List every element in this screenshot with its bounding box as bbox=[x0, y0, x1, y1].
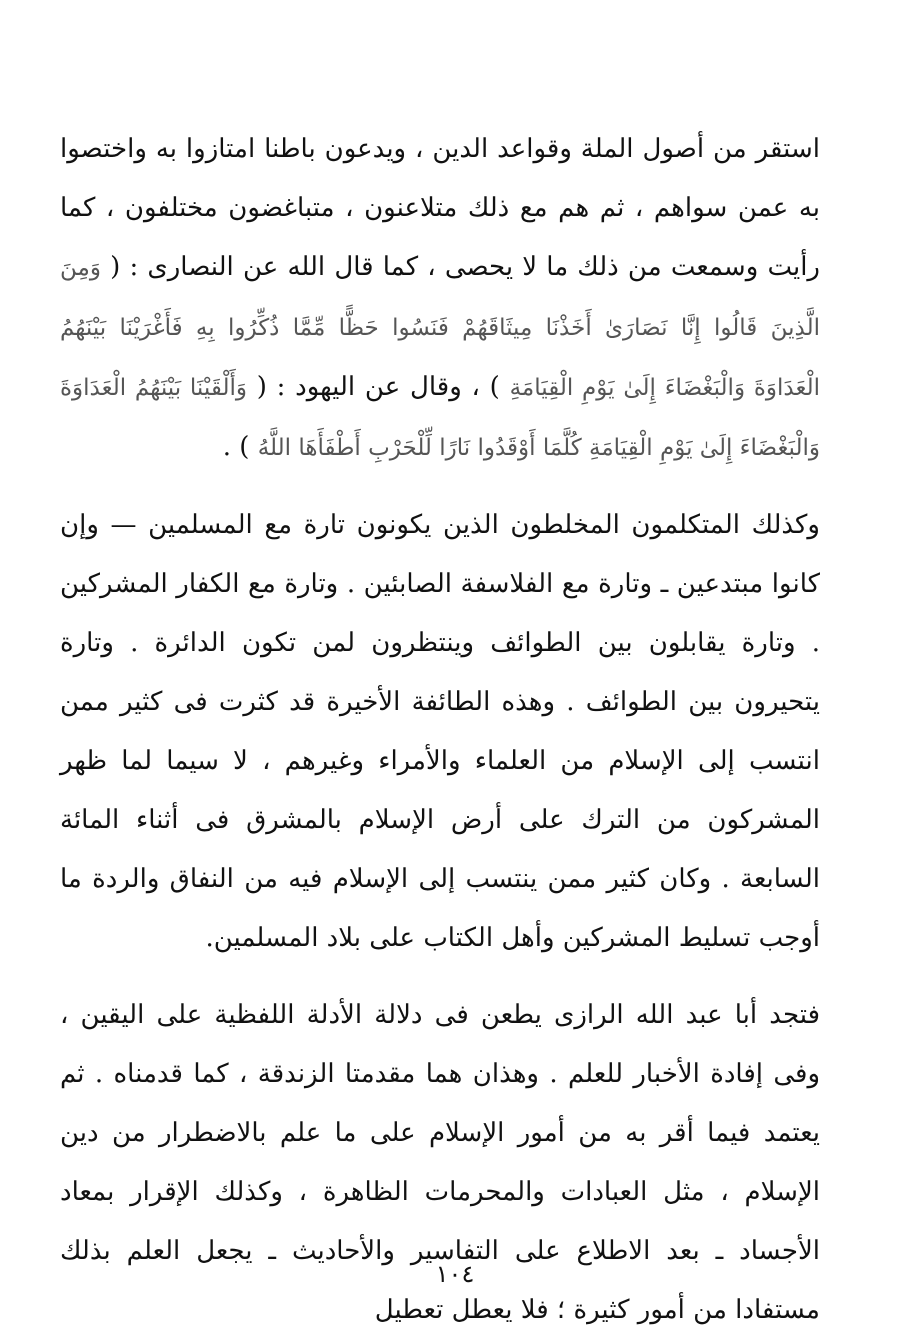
page-number: ١٠٤ bbox=[435, 1260, 475, 1288]
paragraph-2: وكذلك المتكلمون المخلطون الذين يكونون تارة مع المسلمين — وإن كانوا مبتدعين ـ وتارة مع الفلاسفة الصابئين . وتارة مع الكفار المشركين . وتارة يقابلون بين الطوائف وينتظرون لمن تكون الدائرة . وتارة يتحيرون بين الطوائف . وهذه الطائفة الأخيرة قد كثرت فى كثير ممن انتسب إلى الإسلام من العلماء والأمراء وغيرهم ، لا سيما لما ظهر المشركون من الترك على أرض الإسلام بالمشرق فى أثناء المائة السابعة . وكان كثير ممن ينتسب إلى الإسلام فيه من النفاق والردة ما أوجب تسليط المشركين وأهل الكتاب على بلاد المسلمين. bbox=[60, 510, 820, 953]
paragraph-1-end: ) . bbox=[222, 432, 250, 462]
quran-verse-2: وَأَلْقَيْنَا بَيْنَهُمُ الْعَدَاوَةَ وَالْبَغْضَاءَ إِلَىٰ يَوْمِ الْقِيَامَةِ كُلَّمَا أَوْقَدُوا نَارًا لِّلْحَرْبِ أَطْفَأَهَا اللَّهُ bbox=[60, 375, 820, 461]
paragraph-1 bbox=[60, 120, 820, 478]
paragraph-1-text: استقر من أصول الملة وقواعد الدين ، ويدعون باطنا امتازوا به واختصوا به عمن سواهم ، ثم هم مع ذلك متلاعنون ، متباغضون مختلفون ، كما رأيت وسمعت من ذلك ما لا يحصى ، كما قال الله عن النصارى : ( bbox=[60, 134, 820, 282]
paragraph-1-middle: ) ، وقال عن اليهود : ( bbox=[256, 372, 500, 402]
paragraph-3: فتجد أبا عبد الله الرازى يطعن فى دلالة الأدلة اللفظية على اليقين ، وفى إفادة الأخبار للعلم . وهذان هما مقدمتا الزندقة ، كما قدمناه . ثم يعتمد فيما أقر به من أمور الإسلام على ما علم بالاضطرار من دين الإسلام ، مثل العبادات والمحرمات الظاهرة ، وكذلك الإقرار بمعاد الأجساد ـ بعد الاطلاع على التفاسير والأحاديث ـ يجعل العلم بذلك مستفادا من أمور كثيرة ؛ فلا يعطل تعطيل bbox=[60, 1000, 820, 1325]
page-body bbox=[60, 120, 820, 1340]
quran-verse-1: وَمِنَ الَّذِينَ قَالُوا إِنَّا نَصَارَىٰ أَخَذْنَا مِيثَاقَهُمْ فَنَسُوا حَظًّا مِّمَّا ذُكِّرُوا بِهِ فَأَغْرَيْنَا بَيْنَهُمُ الْعَدَاوَةَ وَالْبَغْضَاءَ إِلَىٰ يَوْمِ الْقِيَامَةِ bbox=[60, 255, 820, 401]
